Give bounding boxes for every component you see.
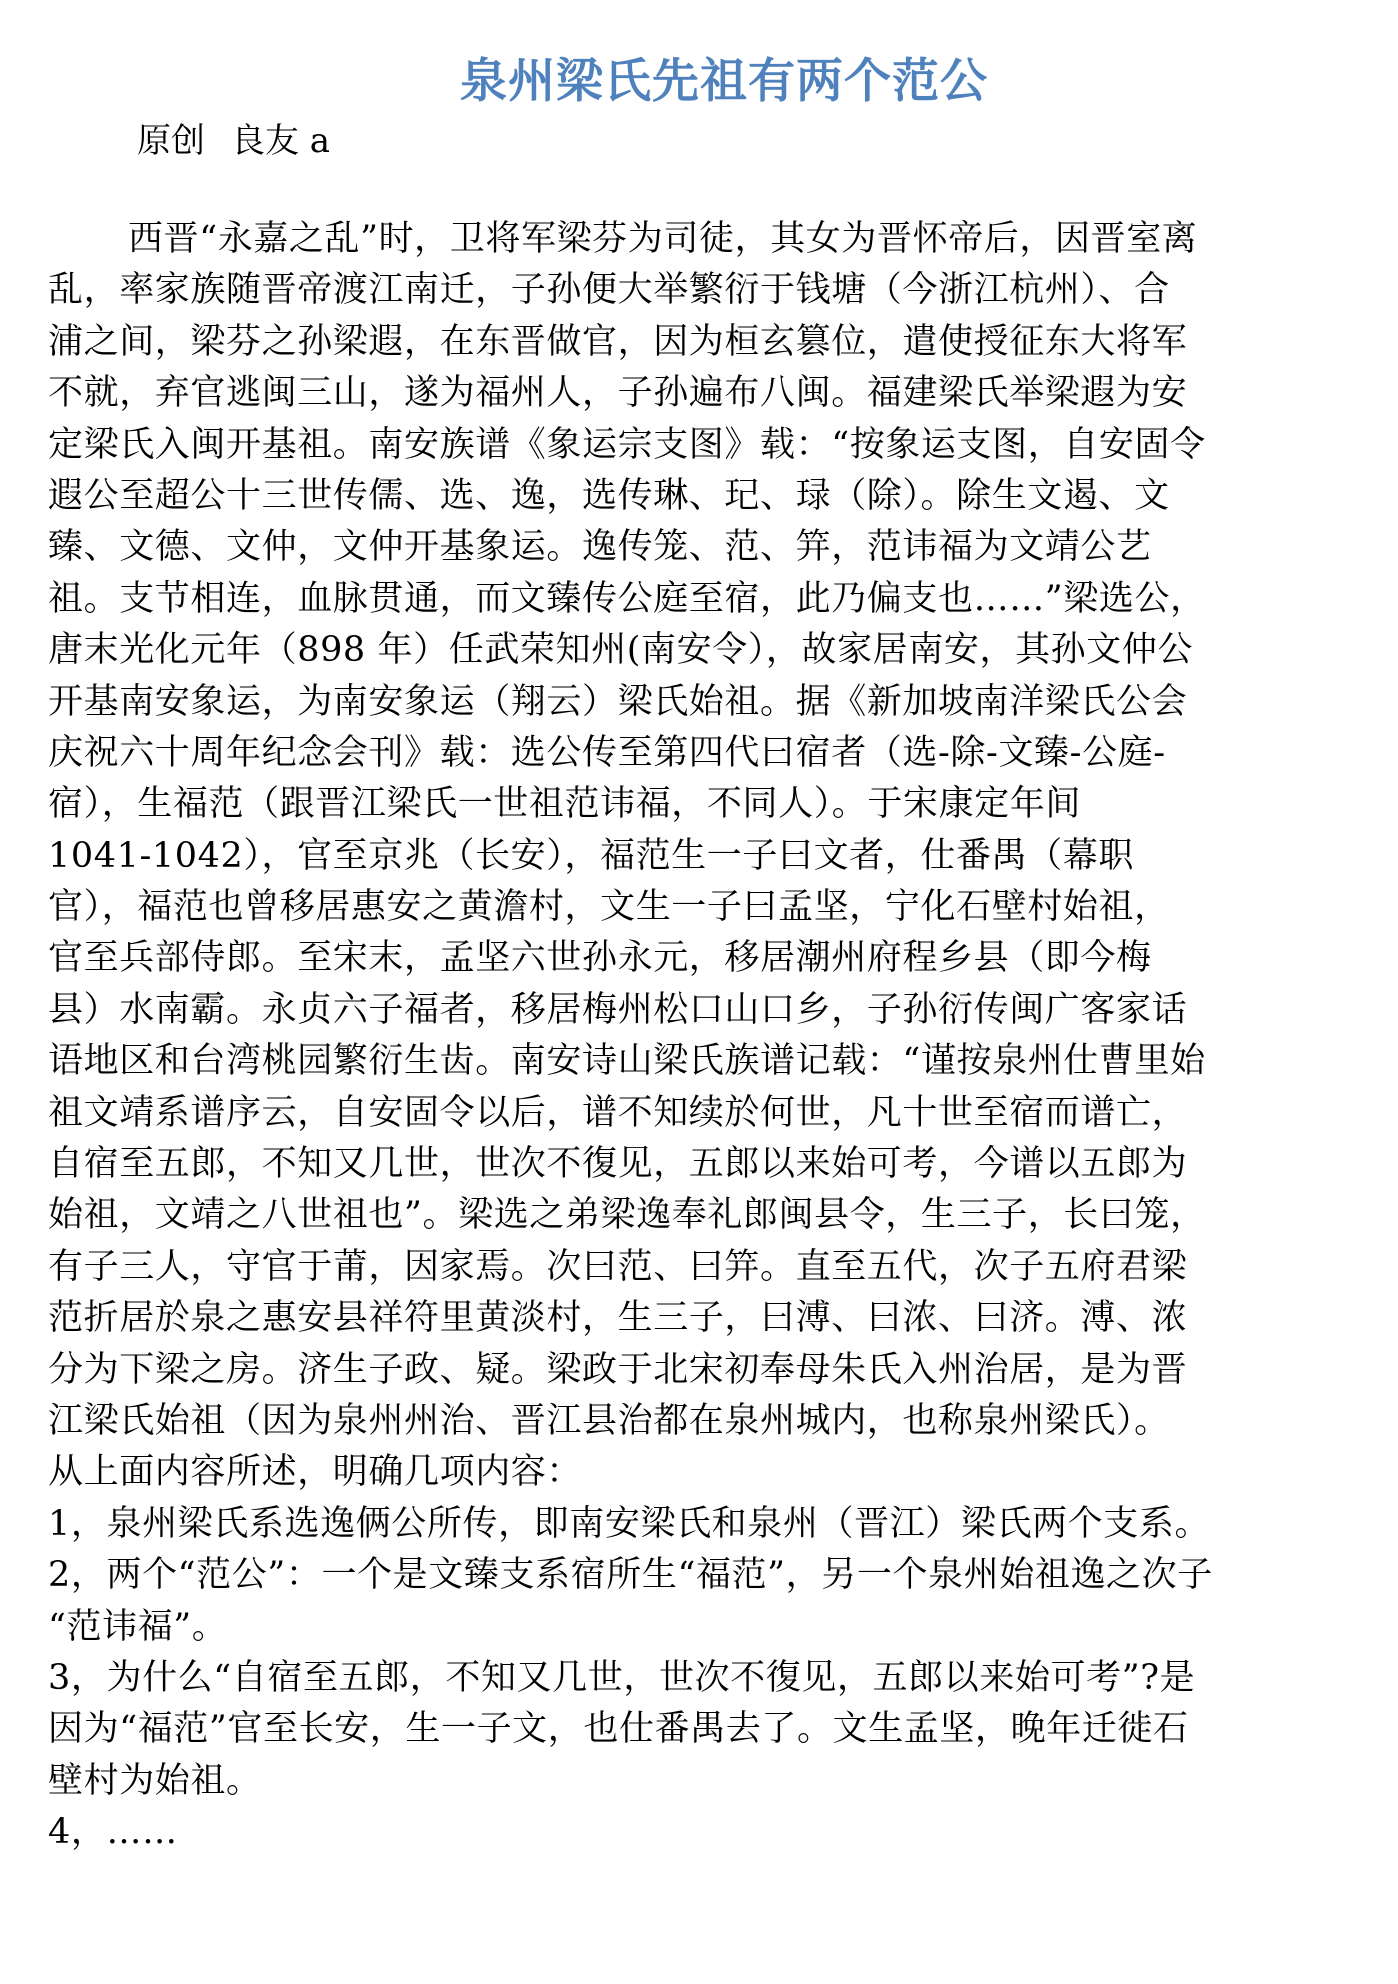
text-line: 浦之间，梁芬之孙梁遐，在东晋做官，因为桓玄篡位，遣使授征东大将军 <box>48 321 1188 362</box>
text-line: 遐公至超公十三世传儒、选、逸，选传琳、玘、琭（除）。除生文遏、文 <box>48 475 1170 516</box>
text-line: 开基南安象运，为南安象运（翔云）梁氏始祖。据《新加坡南洋梁氏公会 <box>48 681 1188 722</box>
text-line: 官至兵部侍郎。至宋末，孟坚六世孙永元，移居潮州府程乡县（即今梅 <box>48 938 1152 979</box>
text-line: 唐末光化元年（898 年）任武荣知州(南安令），故家居南安，其孙文仲公 <box>48 630 1194 671</box>
text-line: 臻、文德、文仲，文仲开基象运。逸传笼、范、笄，范讳福为文靖公艺 <box>48 527 1152 568</box>
text-line: 乱，率家族随晋帝渡江南迁，子孙便大举繁衍于钱塘（今浙江杭州）、合 <box>48 270 1170 311</box>
text-line: 西晋“永嘉之乱”时，卫将军梁芬为司徒，其女为晋怀帝后，因晋室离 <box>128 219 1198 259</box>
list-item-continuation: “范讳福”。 <box>48 1606 228 1647</box>
text-line: 定梁氏入闽开基祖。南安族谱《象运宗支图》载：“按象运支图，自安固令 <box>48 424 1206 465</box>
list-item: 2，两个“范公”：一个是文臻支系宿所生“福范”，另一个泉州始祖逸之次子 <box>48 1555 1213 1596</box>
text-line: 始祖，文靖之八世祖也”。梁选之弟梁逸奉礼郎闽县令，生三子，长曰笼， <box>48 1195 1206 1236</box>
text-line: 宿），生福范（跟晋江梁氏一世祖范讳福，不同人）。于宋康定年间 <box>48 784 1082 825</box>
list-item: 4，…… <box>48 1812 178 1853</box>
text-line: 祖。支节相连，血脉贯通，而文臻传公庭至宿，此乃偏支也……”梁选公， <box>48 578 1206 619</box>
text-line: 江梁氏始祖（因为泉州州治、晋江县治都在泉州城内，也称泉州梁氏）。 <box>48 1400 1170 1441</box>
document-title: 泉州梁氏先祖有两个范公 <box>460 54 988 109</box>
article-body <box>48 214 1348 1859</box>
author-name: 良友 a <box>231 121 331 161</box>
byline <box>137 116 330 166</box>
text-line: 1041-1042），官至京兆（长安），福范生一子曰文者，仕番禺（幕职 <box>48 835 1134 876</box>
text-line: 官），福范也曾移居惠安之黄澹村，文生一子曰孟坚，宁化石壁村始祖， <box>48 887 1170 928</box>
list-item: 3，为什么“自宿至五郎，不知又几世，世次不復见，五郎以来始可考”?是 <box>48 1657 1196 1698</box>
text-line: 自宿至五郎，不知又几世，世次不復见，五郎以来始可考，今谱以五郎为 <box>48 1144 1188 1185</box>
text-line: 范折居於泉之惠安县祥符里黄淡村，生三子，曰溥、曰浓、曰济。溥、浓 <box>48 1298 1188 1339</box>
text-line: 从上面内容所述，明确几项内容： <box>48 1452 583 1493</box>
text-line: 县）水南霸。永贞六子福者，移居梅州松口山口乡，子孙衍传闽广客家话 <box>48 989 1188 1030</box>
text-line: 有子三人，守官于莆，因家焉。次曰范、曰笄。直至五代，次子五府君梁 <box>48 1246 1188 1287</box>
list-item: 1，泉州梁氏系选逸俩公所传，即南安梁氏和泉州（晋江）梁氏两个支系。 <box>48 1503 1211 1544</box>
text-line: 祖文靖系谱序云，自安固令以后，谱不知续於何世，凡十世至宿而谱亡， <box>48 1092 1188 1133</box>
list-item-continuation: 因为“福范”官至长安，生一子文，也仕番禺去了。文生孟坚，晚年迁徙石 <box>48 1709 1189 1750</box>
text-line: 分为下梁之房。济生子政、疑。梁政于北宋初奉母朱氏入州治居，是为晋 <box>48 1349 1188 1390</box>
list-item-continuation: 壁村为始祖。 <box>48 1760 262 1801</box>
text-line: 语地区和台湾桃园繁衍生齿。南安诗山梁氏族谱记载：“谨按泉州仕曹里始 <box>48 1041 1206 1082</box>
text-line: 庆祝六十周年纪念会刊》载：选公传至第四代曰宿者（选-除-文臻-公庭- <box>48 732 1166 773</box>
original-label: 原创 <box>137 121 205 161</box>
text-line: 不就，弃官逃闽三山，遂为福州人，子孙遍布八闽。福建梁氏举梁遐为安 <box>48 373 1188 414</box>
